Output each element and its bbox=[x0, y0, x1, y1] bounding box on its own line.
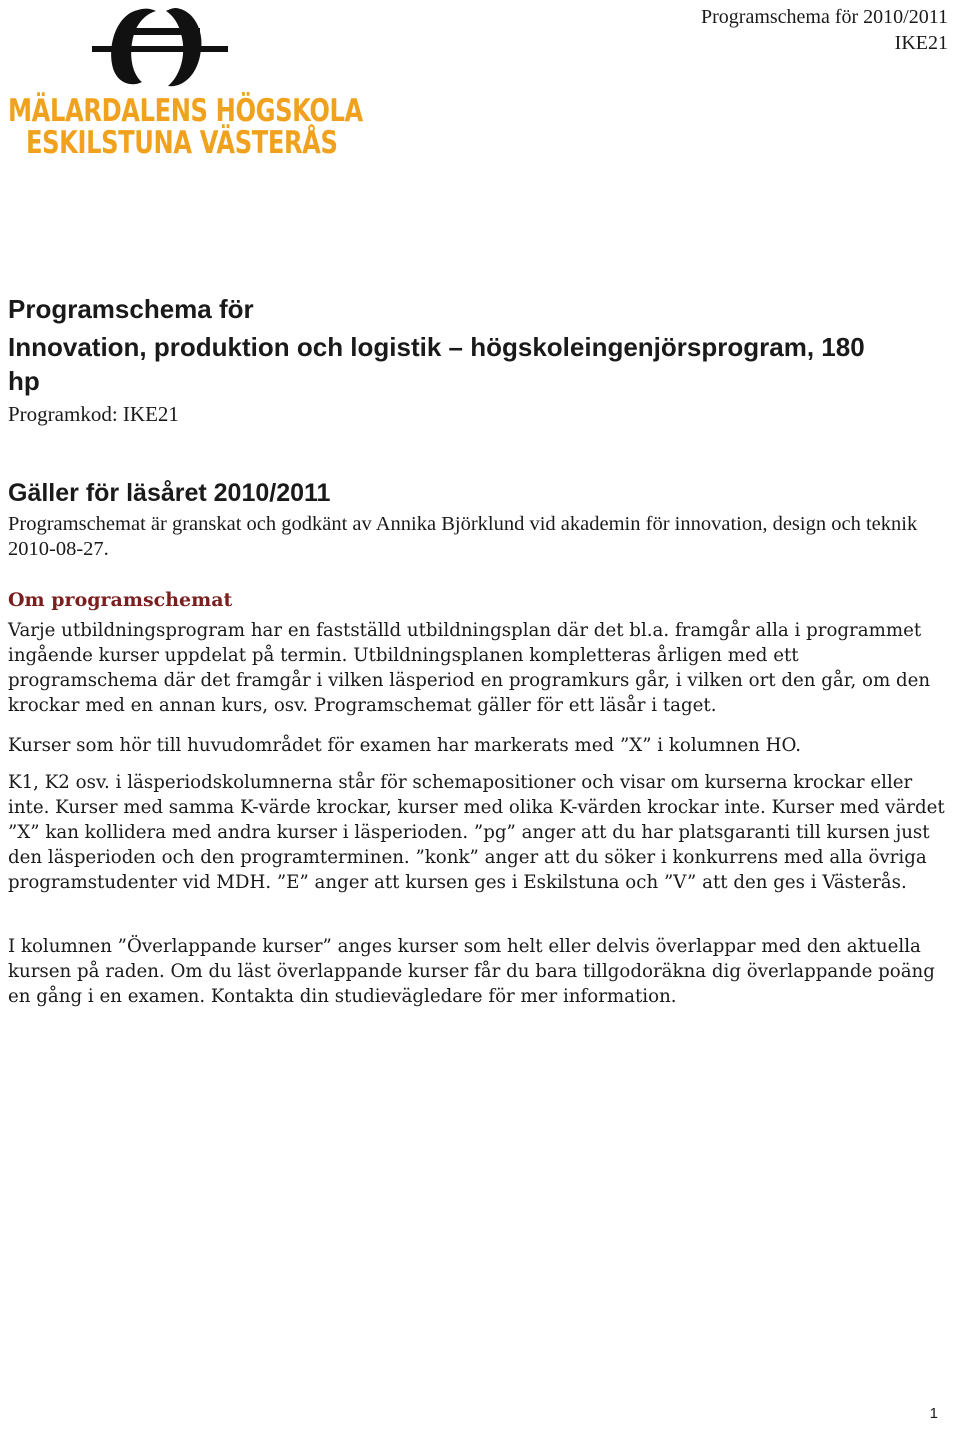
about-heading: Om programschemat bbox=[8, 589, 233, 611]
document-header bbox=[701, 4, 948, 56]
program-code: Programkod: IKE21 bbox=[8, 402, 179, 426]
title-line-2: Innovation, produktion och logistik – högskoleingenjörsprogram, 180 bbox=[8, 332, 865, 362]
about-paragraph-3: K1, K2 osv. i läsperiodskolumnerna står för schemapositioner och visar om kurserna krockar eller inte. Kurser med samma K-värde krockar, kurser med olika K-värden krockar inte. Kurser med värdet ”X” kan kollidera med andra kurser i läsperioden. ”pg” anger att du har platsgaranti till kursen just den läsperioden och den programterminen. ”konk” anger att du söker i konkurrens med alla övriga programstudenter vid MDH. ”E” anger att kursen ges i Eskilstuna och ”V” att den ges i Västerås. bbox=[8, 772, 945, 893]
page-number: 1 bbox=[929, 1405, 938, 1422]
about-paragraph-4: I kolumnen ”Överlappande kurser” anges kurser som helt eller delvis överlappar med den aktuella kursen på raden. Om du läst överlappande kurser får du bara tillgodoräkna dig överlappande poäng en gång i en examen. Kontakta din studievägledare för mer information. bbox=[8, 936, 935, 1007]
header-program-code: IKE21 bbox=[894, 32, 948, 54]
about-paragraph-2: Kurser som hör till huvudområdet för examen har markerats med ”X” i kolumnen HO. bbox=[8, 735, 802, 756]
title-line-1: Programschema för bbox=[8, 294, 254, 324]
logo-text-campuses: ESKILSTUNA VÄSTERÅS bbox=[26, 125, 338, 161]
about-paragraph-1: Varje utbildningsprogram har en fastställd utbildningsplan där det bl.a. framgår alla i programmet ingående kurser uppdelat på termin. Utbildningsplanen kompletteras årligen med ett programschema där det framgår i vilken läsperiod en programkurs går, i vilken ort den går, om den krockar med en annan kurs, osv. Programschemat gäller för ett läsår i taget. bbox=[8, 620, 931, 716]
header-schedule-year: Programschema för 2010/2011 bbox=[701, 6, 948, 28]
approval-text: Programschemat är granskat och godkänt av Annika Björklund vid akademin för innovation, design och teknik 2010-08-27. bbox=[8, 513, 918, 560]
logo-text-university: MÄLARDALENS HÖGSKOLA bbox=[8, 93, 363, 129]
title-line-3: hp bbox=[8, 366, 40, 396]
validity-heading: Gäller för läsåret 2010/2011 bbox=[8, 479, 331, 507]
university-logo-emblem-icon bbox=[90, 2, 230, 92]
